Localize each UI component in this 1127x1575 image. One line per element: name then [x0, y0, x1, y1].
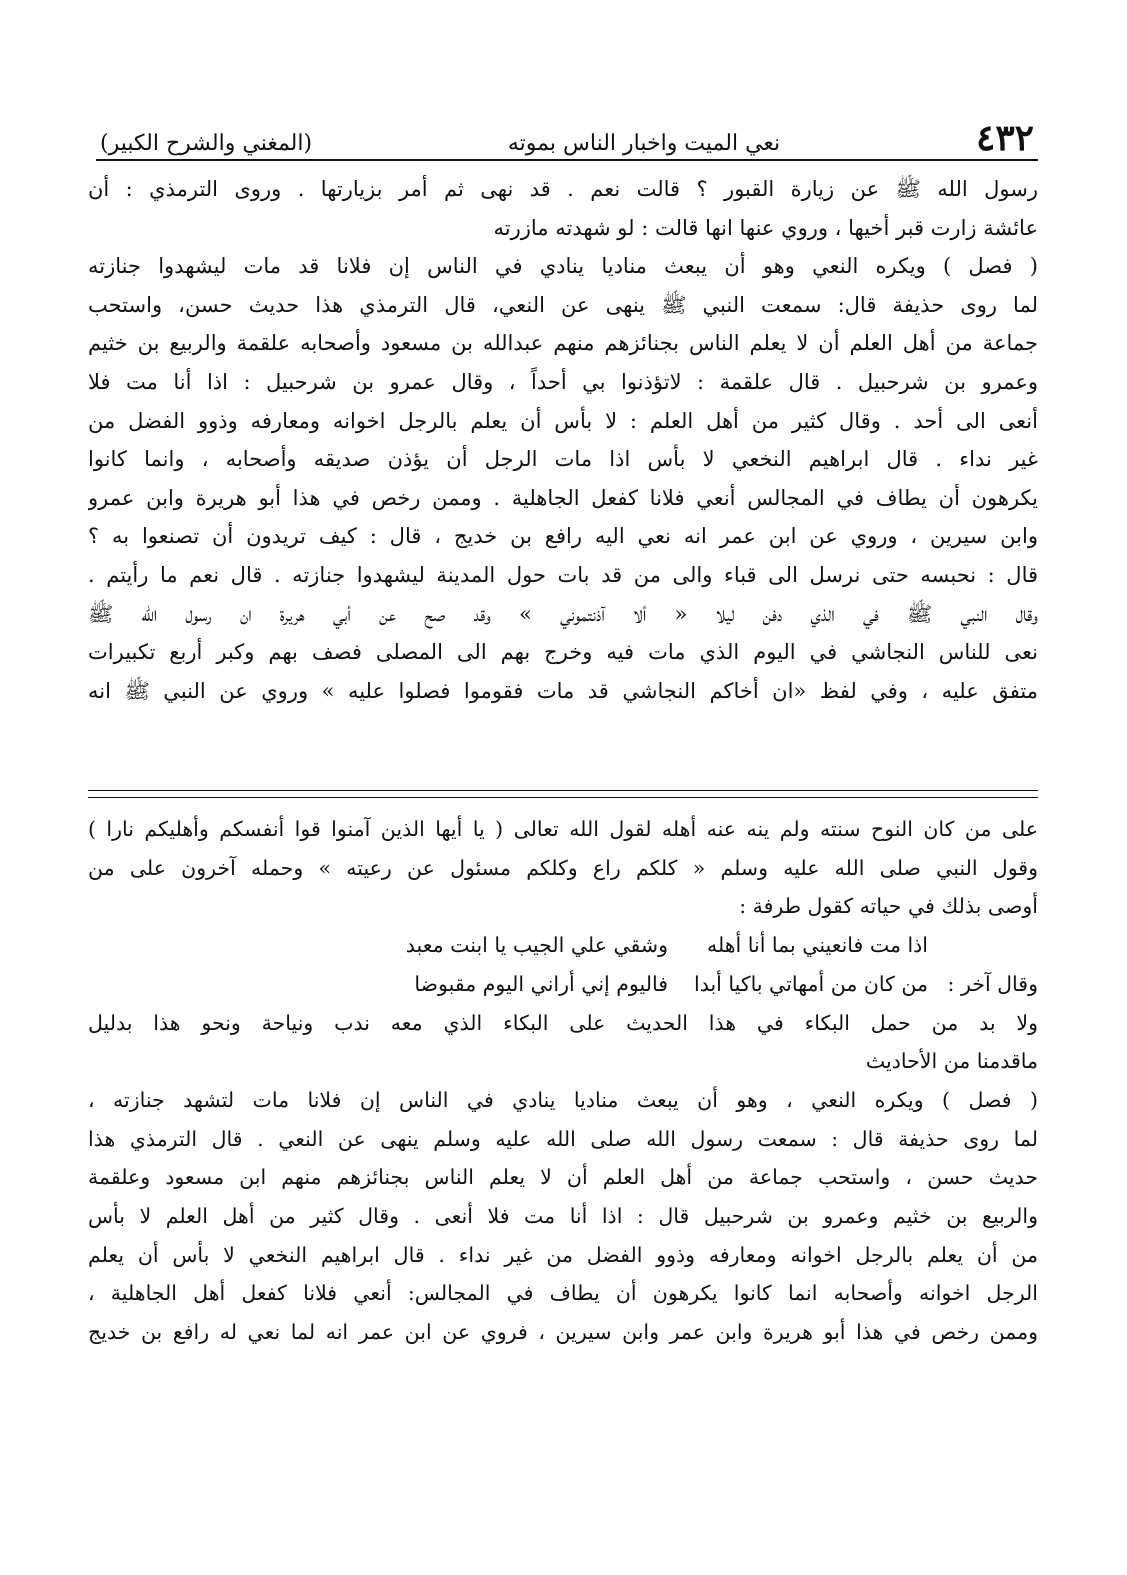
book-page	[88, 118, 1038, 1518]
verse-second-hemistich: وشقي علي الجيب يا ابنت معبد	[405, 933, 668, 958]
text-line: لما روى حذيفة قال: سمعت النبي ﷺ ينهى عن النعي، قال الترمذي هذا حديث حسن، واستحب	[88, 292, 1038, 317]
section-separator	[88, 790, 1038, 798]
commentary-line: لما روى حذيفة قال : سمعت رسول الله صلى الله عليه وسلم ينهى عن النعي . قال الترمذي هذا	[88, 1126, 1038, 1151]
text-line: غير نداء . قال ابراهيم النخعي لا بأس اذا مات الرجل أن يؤذن صديقه وأصحابه ، وانما كانوا	[88, 447, 1038, 472]
running-header	[88, 117, 1038, 159]
text-line: ( فصل ) ويكره النعي وهو أن يبعث مناديا ينادي في الناس إن فلانا قد مات ليشهدوا جنازته	[88, 254, 1038, 279]
commentary-line: ماقدمنا من الأحاديث	[865, 1049, 1038, 1074]
text-line: جماعة من أهل العلم أن لا يعلم الناس بجنائزهم منهم عبدالله بن مسعود وأصحابه علقمة والربيع بن خثيم	[88, 331, 1038, 356]
commentary-line: أوصى بذلك في حياته كقول طرفة :	[739, 894, 1038, 919]
commentary-text	[88, 810, 1038, 1352]
commentary-line: وقول النبي صلى الله عليه وسلم « كلكم راع وكلكم مسئول عن رعيته » وحمله آخرون على من	[88, 855, 1038, 880]
commentary-line: وممن رخص في هذا أبو هريرة وابن عمر وابن سيرين ، فروي عن ابن عمر انه لما نعي له رافع بن خديج	[88, 1320, 1038, 1345]
commentary-line: من أن يعلم بالرجل اخوانه ومعارفه وذوو الفضل من غير نداء . قال ابراهيم النخعي لا بأس أن يعلم	[88, 1242, 1038, 1267]
verse-first-hemistich: اذا مت فانعيني بما أنا أهله	[706, 933, 928, 958]
commentary-line: الرجل اخوانه وأصحابه انما كانوا يكرهون أن يطاف في المجالس: أنعي فلانا كفعل أهل الجاهلية ،	[88, 1281, 1038, 1306]
text-line: رسول الله ﷺ عن زيارة القبور ؟ قالت نعم . قد نهى ثم أمر بزيارتها . وروى الترمذي : أن	[88, 177, 1038, 201]
text-line: وابن سيرين ، وروي عن ابن عمر انه نعي اليه رافع بن خديج ، قال : كيف تريدون أن تصنعوا به ؟	[88, 524, 1038, 549]
text-line: أنعى الى أحد . وقال كثير من أهل العلم : لا بأس أن يعلم بالرجل اخوانه ومعارفه وذوو الفضل من	[88, 408, 1038, 433]
text-line: قال : نحبسه حتى نرسل الى قباء والى من قد بات حول المدينة ليشهدوا جنازته . قال نعم ما رأيتم .	[88, 562, 1038, 587]
commentary-line: على من كان النوح سنته ولم ينه عنه أهله لقول الله تعالى ( يا أيها الذين آمنوا قوا أنفسكم وأهليكم نارا )	[88, 817, 1038, 841]
page-number: ٤٣٢	[975, 117, 1034, 159]
text-line: عائشة زارت قبر أخيها ، وروي عنها انها قالت : لو شهدته مازرته	[493, 215, 1038, 240]
verse-lead: وقال آخر :	[947, 971, 1038, 996]
poetry-verse	[88, 965, 1038, 1004]
chapter-title: نعي الميت واخبار الناس بموته	[507, 131, 781, 156]
book-title: (المغني والشرح الكبير)	[100, 131, 313, 156]
poetry-verse	[88, 926, 1038, 965]
header-rule	[96, 159, 1038, 161]
commentary-line: ( فصل ) ويكره النعي ، وهو أن يبعث مناديا ينادي في الناس إن فلانا مات لتشهد جنازته ،	[88, 1087, 1038, 1112]
commentary-line: ولا بد من حمل البكاء في هذا الحديث على البكاء الذي معه ندب ونياحة ونحو هذا بدليل	[88, 1010, 1038, 1035]
text-line: يكرهون أن يطاف في المجالس أنعي فلانا كفعل الجاهلية . وممن رخص في هذا أبو هريرة وابن عمرو	[88, 485, 1038, 510]
main-text	[88, 170, 1038, 710]
text-line: وعمرو بن شرحبيل . قال علقمة : لاتؤذنوا بي أحداً ، وقال عمرو بن شرحبيل : اذا أنا مت فلا	[88, 369, 1038, 394]
verse-lead	[928, 926, 1038, 965]
verse-first-hemistich: من كان من أمهاتي باكيا أبدا	[694, 971, 928, 996]
commentary-line: والربيع بن خثيم وعمرو بن شرحبيل قال : اذا أنا مت فلا أنعى . وقال كثير من أهل العلم لا بأس	[88, 1204, 1038, 1229]
verse-second-hemistich: فاليوم إني أراني اليوم مقبوضا	[414, 971, 668, 996]
text-line: نعى للناس النجاشي في اليوم الذي مات فيه وخرج بهم الى المصلى فصف بهم وكبر أربع تكبيرات	[88, 640, 1038, 665]
text-line: وقال النبي ﷺ في الذي دفن ليلا « ألا آذنتموني » وقد صح عن أبي هريرة ان رسول الله ﷺ	[88, 601, 1038, 626]
text-line: متفق عليه ، وفي لفظ «ان أخاكم النجاشي قد مات فقوموا فصلوا عليه » وروي عن النبي ﷺ انه	[88, 678, 1038, 703]
commentary-line: حديث حسن ، واستحب جماعة من أهل العلم أن لا يعلم الناس بجنائزهم منهم ابن مسعود وعلقمة	[88, 1165, 1038, 1190]
